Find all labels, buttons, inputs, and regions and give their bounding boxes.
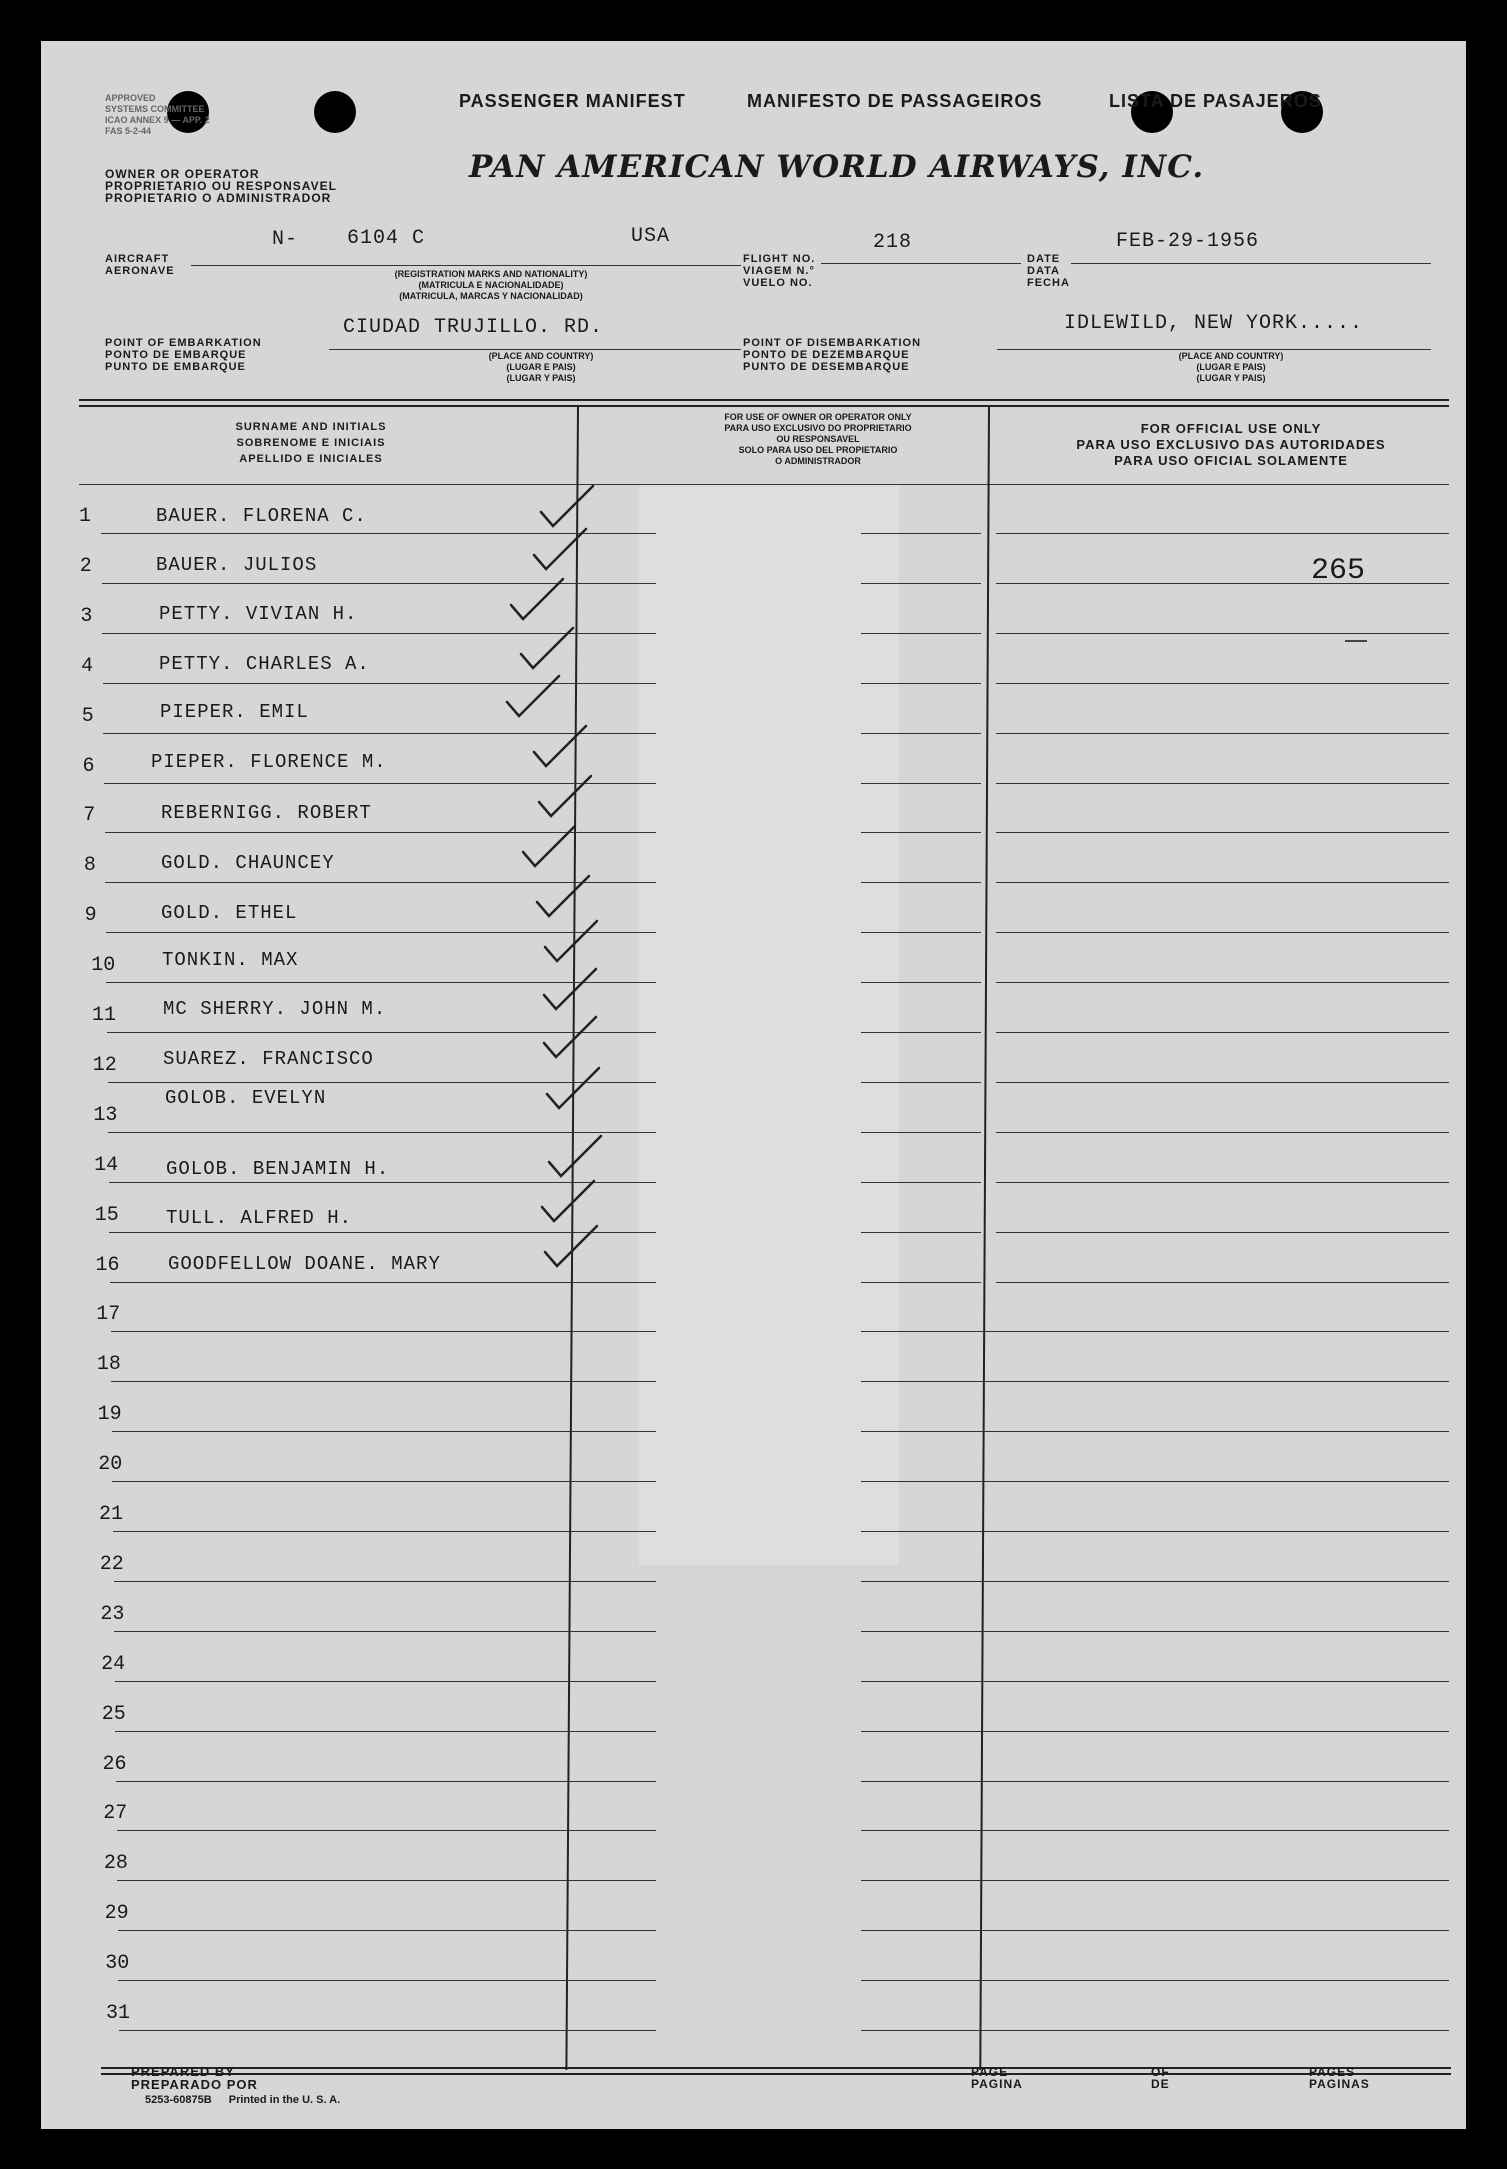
row-number: 15	[94, 1204, 119, 1227]
flight-label-line: FLIGHT NO.	[743, 253, 816, 265]
pages-label	[1309, 2066, 1370, 2090]
row-number: 24	[101, 1653, 126, 1676]
column-header-line: FOR OFFICIAL USE ONLY	[1140, 421, 1322, 436]
owner-label-line: PROPIETARIO O ADMINISTRADOR	[105, 191, 332, 205]
row-number: 21	[99, 1503, 124, 1526]
date-label-line: DATA	[1027, 265, 1060, 277]
approval-line: SYSTEMS COMMITTEE	[105, 104, 205, 114]
printed-text: Printed in the U. S. A.	[228, 2094, 341, 2106]
row-number: 5	[81, 705, 94, 728]
row-number: 4	[81, 655, 94, 678]
title-es: LISTA DE PASAJEROS	[1109, 91, 1322, 111]
flight-label-line: VUELO NO.	[743, 277, 813, 289]
passenger-name: TULL. ALFRED H.	[166, 1207, 353, 1229]
column-header-line: PARA USO EXCLUSIVO DAS AUTORIDADES	[1076, 437, 1386, 452]
approval-line: FAS 5-2-44	[105, 126, 152, 136]
row-number: 18	[96, 1353, 121, 1376]
row-number: 1	[79, 505, 92, 528]
airline-name: PAN AMERICAN WORLD AIRWAYS, INC.	[469, 149, 1205, 185]
title-pt: MANIFESTO DE PASSAGEIROS	[747, 91, 1043, 111]
caption-line: (PLACE AND COUNTRY)	[1178, 351, 1284, 361]
check-mark-icon	[534, 726, 586, 766]
embark-label-line: PONTO DE EMBARQUE	[105, 349, 247, 361]
prepared-by	[131, 2065, 258, 2091]
passenger-name: GOLD. CHAUNCEY	[161, 852, 335, 874]
row-number: 23	[100, 1603, 125, 1626]
row-number: 19	[97, 1403, 122, 1426]
passenger-name: GOODFELLOW DOANE. MARY	[168, 1253, 441, 1275]
row-number: 6	[82, 755, 95, 778]
prepared-label-line: PREPARED BY	[131, 2064, 235, 2079]
disembark-label-line: POINT OF DISEMBARKATION	[743, 337, 922, 349]
owner-label-line: PROPRIETARIO OU RESPONSAVEL	[105, 179, 337, 193]
flight-label-line: VIAGEM N.°	[743, 265, 815, 277]
caption-line: (MATRICULA E NACIONALIDADE)	[418, 280, 564, 290]
row-number: 26	[102, 1753, 127, 1776]
check-mark-icon	[541, 486, 593, 526]
title-en: PASSENGER MANIFEST	[459, 91, 686, 111]
passenger-name: PETTY. VIVIAN H.	[159, 603, 358, 625]
row-number: 3	[80, 605, 93, 628]
aircraft-prefix: N-	[272, 228, 299, 251]
caption-line: (LUGAR Y PAIS)	[1196, 373, 1266, 383]
row-number: 16	[95, 1254, 120, 1277]
aircraft-label-line: AIRCRAFT	[105, 253, 170, 265]
row-number: 20	[98, 1453, 123, 1476]
column-header-line: SOBRENOME E INICIAIS	[236, 437, 386, 449]
official-note: 265	[1311, 554, 1366, 588]
caption-line: (MATRICULA, MARCAS Y NACIONALIDAD)	[399, 291, 583, 301]
of-label-line: DE	[1151, 2077, 1170, 2091]
aircraft-label-line: AERONAVE	[105, 265, 175, 277]
row-number: 10	[91, 954, 116, 977]
column-header-line: FOR USE OF OWNER OR OPERATOR ONLY	[724, 412, 912, 422]
check-marks	[41, 41, 1466, 2129]
table-bottom-rule	[101, 2073, 1451, 2075]
passenger-name: BAUER. FLORENA C.	[156, 505, 367, 527]
passenger-name: MC SHERRY. JOHN M.	[163, 998, 387, 1020]
caption-line: (LUGAR E PAIS)	[1196, 362, 1266, 372]
passenger-name: PETTY. CHARLES A.	[159, 653, 370, 675]
row-number: 17	[96, 1303, 121, 1326]
row-number: 14	[94, 1154, 119, 1177]
row-number: 2	[79, 555, 92, 578]
check-mark-icon	[545, 1226, 597, 1266]
row-number: 11	[92, 1004, 117, 1027]
caption-line: (PLACE AND COUNTRY)	[488, 351, 594, 361]
disembark-label-line: PUNTO DE DESEMBARQUE	[743, 361, 910, 373]
column-header-line: PARA USO OFICIAL SOLAMENTE	[1114, 453, 1348, 468]
passenger-name: PIEPER. FLORENCE M.	[151, 751, 387, 773]
row-number: 9	[84, 904, 97, 927]
column-header-line: PARA USO EXCLUSIVO DO PROPRIETARIO	[724, 423, 912, 433]
owner-label-line: OWNER OR OPERATOR	[105, 167, 260, 181]
passenger-name: PIEPER. EMIL	[160, 701, 309, 723]
check-mark-icon	[542, 1181, 594, 1221]
manifest-page	[41, 41, 1466, 2129]
embarkation-value: CIUDAD TRUJILLO. RD.	[343, 316, 604, 339]
disembark-label-line: PONTO DE DEZEMBARQUE	[743, 349, 910, 361]
date-label-line: DATE	[1027, 253, 1061, 265]
date-label-line: FECHA	[1027, 277, 1070, 289]
pages-label-line: PAGES	[1309, 2065, 1356, 2079]
form-number	[145, 2095, 340, 2106]
passenger-name: SUAREZ. FRANCISCO	[163, 1048, 374, 1070]
row-number: 27	[103, 1802, 128, 1825]
column-header-line: OU RESPONSAVEL	[776, 434, 860, 444]
row-number: 31	[106, 2002, 131, 2025]
form-number-text: 5253-60875B	[145, 2094, 212, 2106]
check-mark-icon	[544, 969, 596, 1009]
embark-label-line: PUNTO DE EMBARQUE	[105, 361, 246, 373]
row-number: 30	[105, 1952, 130, 1975]
row-number: 25	[101, 1703, 126, 1726]
passenger-name: BAUER. JULIOS	[156, 554, 318, 576]
check-mark-icon	[507, 676, 559, 716]
check-mark-icon	[549, 1136, 601, 1176]
row-number: 8	[83, 854, 96, 877]
caption-line: (LUGAR Y PAIS)	[506, 373, 576, 383]
disembarkation-value: IDLEWILD, NEW YORK.....	[1064, 312, 1364, 335]
approval-line: ICAO ANNEX 9 — APP. 2	[105, 115, 210, 125]
pages-label-line: PAGINAS	[1309, 2077, 1370, 2091]
passenger-name: GOLOB. EVELYN	[165, 1087, 327, 1109]
passenger-name: TONKIN. MAX	[162, 949, 299, 971]
approval-line: APPROVED	[105, 93, 156, 103]
check-mark-icon	[547, 1068, 599, 1108]
check-mark-icon	[534, 529, 586, 569]
of-label-line: OF	[1151, 2065, 1170, 2079]
column-header-line: O ADMINISTRADOR	[775, 456, 861, 466]
page-label-line: PAGE	[971, 2065, 1009, 2079]
caption-line: (REGISTRATION MARKS AND NATIONALITY)	[394, 269, 588, 279]
check-mark-icon	[545, 921, 597, 961]
of-label	[1151, 2066, 1170, 2090]
row-number: 13	[93, 1104, 118, 1127]
caption-line: (LUGAR E PAIS)	[506, 362, 576, 372]
page-label	[971, 2066, 1023, 2090]
column-header-line: APELLIDO E INICIALES	[239, 453, 383, 465]
row-number: 12	[92, 1054, 117, 1077]
check-mark-icon	[523, 826, 575, 866]
passenger-name: REBERNIGG. ROBERT	[161, 802, 372, 824]
prepared-label-line: PREPARADO POR	[131, 2077, 258, 2092]
check-mark-icon	[537, 876, 589, 916]
check-mark-icon	[521, 628, 573, 668]
aircraft-registration: 6104 C	[347, 227, 426, 250]
column-header-line: SURNAME AND INITIALS	[235, 421, 387, 433]
flight-date: FEB-29-1956	[1116, 230, 1260, 253]
check-mark-icon	[539, 776, 591, 816]
page-label-line: PAGINA	[971, 2077, 1023, 2091]
row-number: 29	[104, 1902, 129, 1925]
column-header-line: SOLO PARA USO DEL PROPIETARIO	[738, 445, 898, 455]
passenger-name: GOLD. ETHEL	[161, 902, 298, 924]
flight-number: 218	[873, 231, 913, 254]
passenger-name: GOLOB. BENJAMIN H.	[166, 1158, 390, 1180]
embark-label-line: POINT OF EMBARKATION	[105, 337, 262, 349]
aircraft-nationality: USA	[631, 225, 671, 248]
row-number: 28	[103, 1852, 128, 1875]
check-mark-icon	[511, 579, 563, 619]
row-number: 7	[83, 804, 96, 827]
check-mark-icon	[544, 1017, 596, 1057]
table-bottom-rule	[101, 2067, 1451, 2069]
row-number: 22	[99, 1553, 124, 1576]
